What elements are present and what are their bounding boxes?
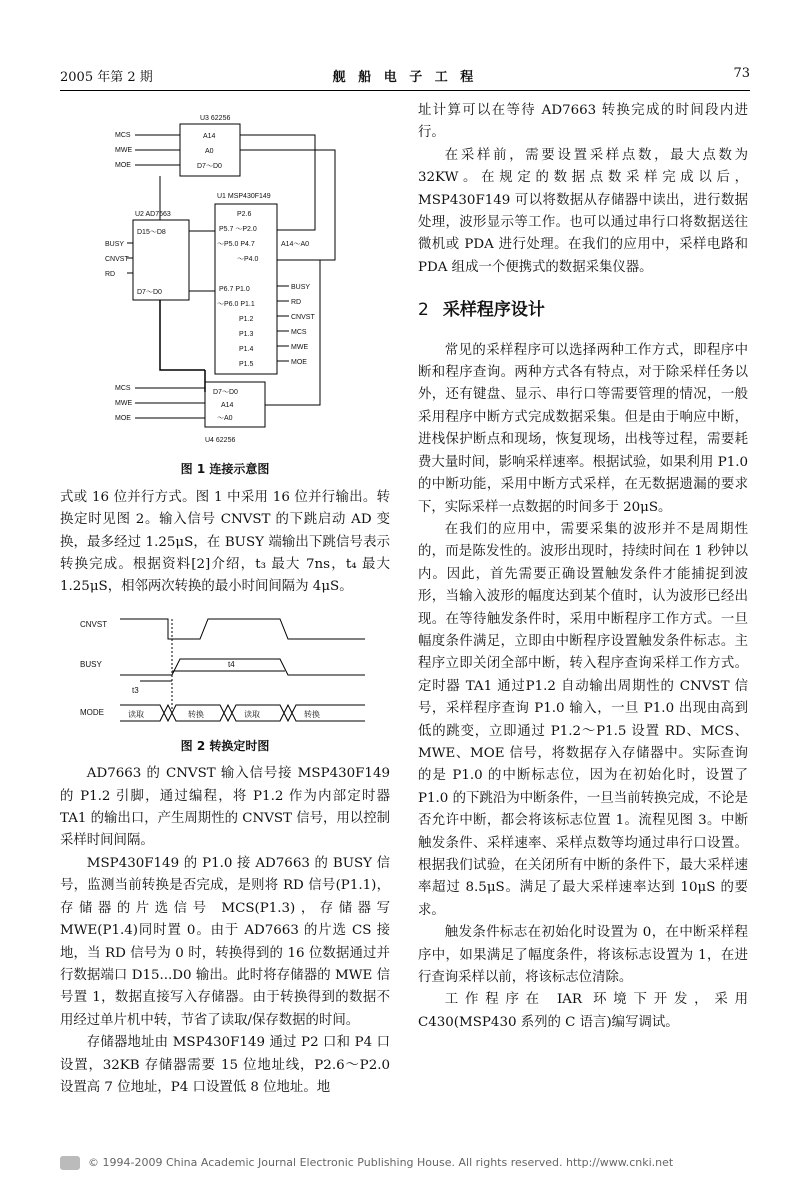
mode-label: 转换 <box>188 709 204 719</box>
paragraph: 在我们的应用中，需要采集的波形并不是周期性的，而是陈发性的。波形出现时，持续时间在 1 秒钟以内。因此，首先需要正确设置触发条件才能捕捉到波形，当输入波形的幅度达到某个值时，认为波形已经出现。在等待触发条件时，采用中断程序工作方式。一旦幅度条件满足，立即由中断程序设置触发条件标志。主程序立即关闭全部中断，转入程序查询采样工作方式。定时器 TA1 通过P1.2 自动输出周期性的 CNVST 信号，采样程序查询 P1.0 输入，一旦 P1.0 出现由高到低的跳变，立即通过 P1.2～P1.5 设置 RD、MCS、MWE、MOE 信号，将数据存入存储器中。实际查询的是 P1.0 的中断标志位，因为在初始化时，设置了 P1.0 的下跳沿为中断条件，一旦当前转换完成，不论是否允许中断，都会将该标志位置 1。流程见图 3。中断触发条件、采样速率、采样点数等均通过串行口设置。根据我们试验，在关闭所有中断的条件下，最大采样速率超过 8.5μS。满足了最大采样速率达到 10μS 的要求。 <box>418 521 748 918</box>
timing-t3: t3 <box>132 685 139 695</box>
paragraph: 常见的采样程序可以选择两种工作方式，即程序中断和程序查询。两种方式各有特点，对于除采样任务以外，还有键盘、显示、串行口等需要管理的情况，一般采用程序中断方式完成数据采集。但是由于响应中断，进栈保护断点和现场，恢复现场，出栈等过程，需要耗费大量时间，影响采样速率。根据试验，如果利用 P1.0 的中断功能，采用中断方式采样，在无数据遗漏的要求下，实际采样一点数据的时间多于 20μS。 <box>418 342 748 515</box>
issue-label: 2005 年第 2 期 <box>60 70 153 85</box>
u2-input: RD <box>105 271 116 278</box>
paragraph: 触发条件标志在初始化时设置为 0，在中断采样程序中，如果满足了幅度条件，将该标志设置为 1，在进行查询采样以前，将该标志位清除。 <box>418 925 748 986</box>
u1-pin: P6.7 P1.0 <box>219 286 250 293</box>
u4-input: MOE <box>115 415 131 422</box>
u2-pin: D7～D0 <box>137 289 162 296</box>
u3-pin: A14 <box>203 133 216 140</box>
u2-input: CNVST <box>105 256 129 263</box>
u1-output: BUSY <box>291 284 311 291</box>
u1-pin: ～P5.0 P4.7 <box>217 241 255 248</box>
u4-input: MCS <box>115 385 131 392</box>
page-number: 73 <box>733 66 750 81</box>
u1-pin: ～P4.0 <box>237 256 259 263</box>
signal-label: CNVST <box>80 619 108 629</box>
mode-label: 读取 <box>244 709 260 719</box>
u3-pin: D7～D0 <box>197 163 222 170</box>
u1-pin: P2.6 <box>237 211 252 218</box>
u4-input: MWE <box>115 400 133 407</box>
u2-title: U2 AD7663 <box>135 211 171 218</box>
u3-title: U3 62256 <box>200 115 231 122</box>
u1-bus-label: A14～A0 <box>281 241 310 248</box>
signal-label: MODE <box>80 707 104 717</box>
right-column <box>418 100 748 1034</box>
mode-label: 读取 <box>128 709 144 719</box>
connection-diagram <box>105 100 345 430</box>
u3-input: MOE <box>115 162 131 169</box>
cnki-logo-icon <box>60 1156 80 1170</box>
section-heading <box>418 299 748 321</box>
paragraph: 存储器地址由 MSP430F149 通过 P2 口和 P4 口设置，32KB 存储器需要 15 位地址线，P2.6～P2.0 设置高 7 位地址，P4 口设置低 8 位地址。地 <box>60 1035 390 1095</box>
u1-output: RD <box>291 299 302 306</box>
figure-2 <box>80 609 370 729</box>
figure-2-caption: 图 2 转换定时图 <box>180 738 270 753</box>
left-column <box>60 100 390 1099</box>
u1-output: MCS <box>291 329 307 336</box>
u3-input: MCS <box>115 132 131 139</box>
paragraph: 址计算可以在等待 AD7663 转换完成的时间段内进行。 <box>418 103 748 141</box>
timing-diagram <box>80 609 370 729</box>
header-rule <box>60 90 750 91</box>
u1-pin: P1.3 <box>239 331 254 338</box>
figure-1 <box>105 100 345 452</box>
u2-pin: D15～D8 <box>137 229 166 236</box>
u4-pin: A14 <box>221 402 234 409</box>
u1-pin: P1.2 <box>239 316 254 323</box>
u1-pin: ～P6.0 P1.1 <box>217 301 255 308</box>
copyright-text: © 1994-2009 China Academic Journal Electronic Publishing House. All rights reserved. http://www.cnki.net <box>88 1156 674 1169</box>
timing-t4: t4 <box>228 659 235 669</box>
section-title: 采样程序设计 <box>442 300 545 321</box>
u4-pin: ～A0 <box>217 415 233 422</box>
u1-pin: P5.7 ～P2.0 <box>219 226 257 233</box>
paragraph: AD7663 的 CNVST 输入信号接 MSP430F149 的 P1.2 引脚，通过编程，将 P1.2 作为内部定时器 TA1 的输出口，产生周期性的 CNVST 信号，用以控制采样时间间隔。 <box>60 766 390 849</box>
section-number: 2 <box>418 300 429 321</box>
u4-pin: D7～D0 <box>213 389 238 396</box>
page-header <box>60 66 750 88</box>
figure-1-caption: 图 1 连接示意图 <box>180 462 270 477</box>
u1-title: U1 MSP430F149 <box>217 193 271 200</box>
u1-output: MOE <box>291 359 307 366</box>
u2-input: BUSY <box>105 241 125 248</box>
u1-output: MWE <box>291 344 309 351</box>
paragraph: 工作程序在 IAR 环境下开发，采用 C430(MSP430 系列的 C 语言)编写调试。 <box>418 992 748 1030</box>
u1-pin: P1.4 <box>239 346 254 353</box>
u3-input: MWE <box>115 147 133 154</box>
signal-label: BUSY <box>80 659 102 669</box>
u1-output: CNVST <box>291 314 315 321</box>
u3-pin: A0 <box>205 148 214 155</box>
mode-label: 转换 <box>304 709 320 719</box>
journal-title: 舰 船 电 子 工 程 <box>332 70 478 85</box>
paragraph: 在采样前，需要设置采样点数，最大点数为 32KW。在规定的数据点数采样完成以后，MSP430F149 可以将数据从存储器中读出，进行数据处理，波形显示等工作。也可以通过串行口将数据送往微机或 PDA 进行处理。在我们的应用中，采样电路和 PDA 组成一个便携式的数据采集仪器。 <box>418 147 748 275</box>
u4-title: U4 62256 <box>205 437 236 444</box>
copyright-footer <box>60 1156 750 1170</box>
paragraph: MSP430F149 的 P1.0 接 AD7663 的 BUSY 信号，监测当前转换是否完成，是则将 RD 信号(P1.1)，存储器的片选信号 MCS(P1.3)，存储器写 MWE(P1.4)同时置 0。由于 AD7663 的片选 CS 接地，当 RD 信号为 0 时，转换得到的 16 位数据通过并行数据端口 D15...D0 输出。此时将存储器的 MWE 信号置 1，数据直接写入存储器。由于转换得到的数据不用经过单片机中转，节省了读取/保存数据的时间。 <box>60 855 390 1028</box>
paragraph: 式或 16 位并行方式。图 1 中采用 16 位并行输出。转换定时见图 2。输入信号 CNVST 的下跳启动 AD 变换，最多经过 1.25μS，在 BUSY 端输出下跳信号表示转换完成。根据资料[2]介绍，t₃ 最大 7ns，t₄ 最大 1.25μS，相邻两次转换的最小时间间隔为 4μS。 <box>60 489 390 595</box>
u1-pin: P1.5 <box>239 361 254 368</box>
